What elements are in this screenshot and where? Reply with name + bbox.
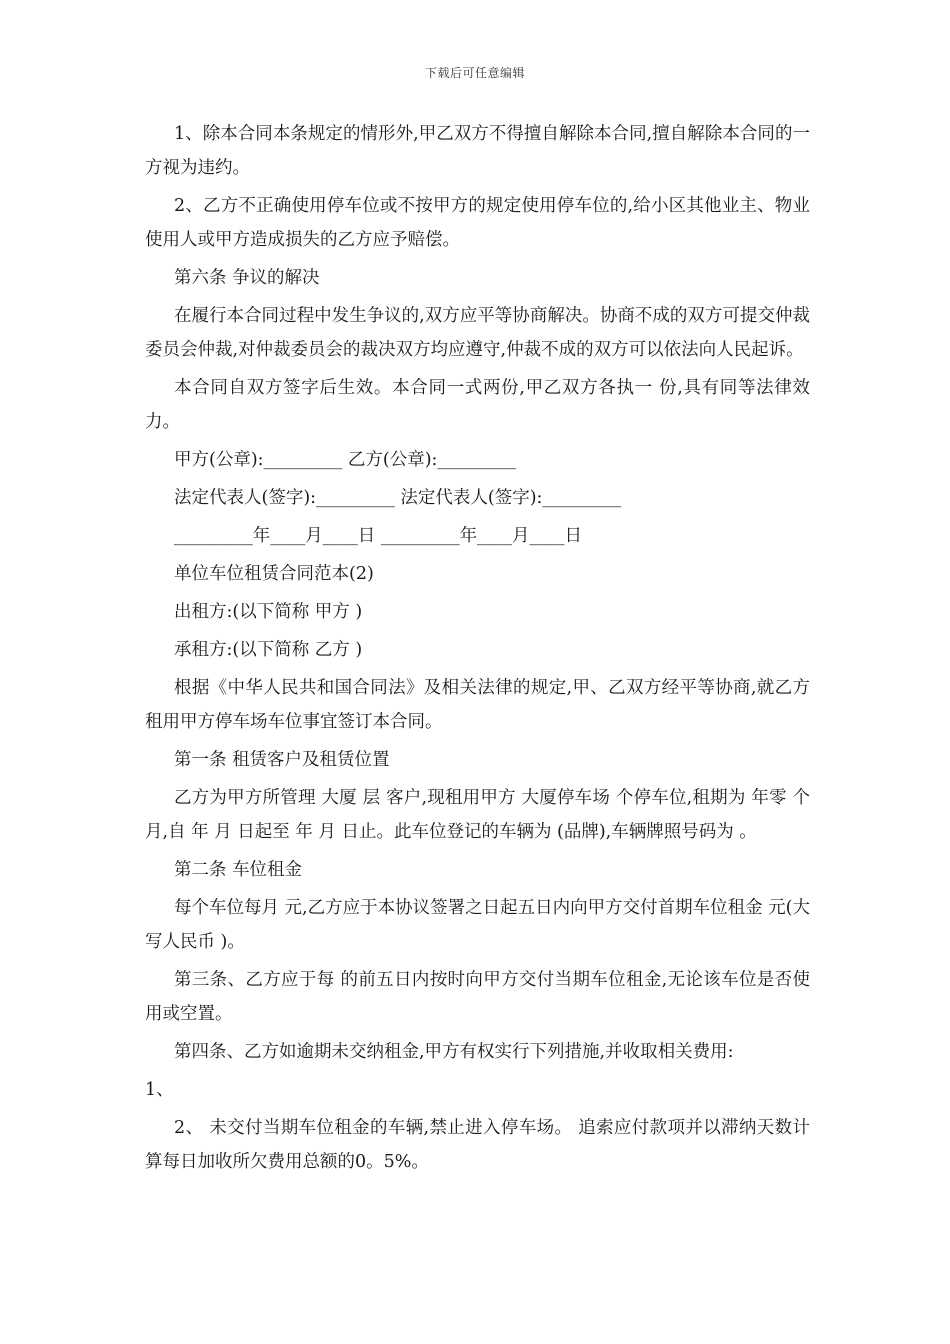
paragraph: 第六条 争议的解决 (174, 268, 320, 288)
paragraph: 承租方:(以下简称 乙方 ) (174, 640, 363, 660)
paragraph: 1、除本合同本条规定的情形外,甲乙双方不得擅自解除本合同,擅自解除本合同的一方视为违约。 (145, 124, 810, 178)
paragraph: 第四条、乙方如逾期未交纳租金,甲方有权实行下列措施,并收取相关费用: (174, 1042, 734, 1062)
paragraph: 法定代表人(签字):_________ 法定代表人(签字):_________ (174, 488, 622, 508)
paragraph: 单位车位租赁合同范本(2) (174, 564, 374, 584)
paragraph: 2、乙方不正确使用停车位或不按甲方的规定使用停车位的,给小区其他业主、物业使用人或甲方造成损失的乙方应予赔偿。 (145, 196, 810, 250)
paragraph: 第三条、乙方应于每 的前五日内按时向甲方交付当期车位租金,无论该车位是否使用或空置。 (145, 970, 810, 1024)
paragraph: 本合同自双方签字后生效。本合同一式两份,甲乙双方各执一 份,具有同等法律效力。 (145, 378, 810, 432)
paragraph: 甲方(公章):_________ 乙方(公章):_________ (174, 450, 517, 470)
paragraph: 1、 (145, 1080, 174, 1100)
paragraph: 每个车位每月 元,乙方应于本协议签署之日起五日内向甲方交付首期车位租金 元(大写人民币 )。 (145, 898, 811, 952)
paragraph: 出租方:(以下简称 甲方 ) (174, 602, 363, 622)
page-header: 下载后可任意编辑 (424, 66, 525, 80)
paragraph: 第二条 车位租金 (174, 860, 303, 880)
paragraph: 在履行本合同过程中发生争议的,双方应平等协商解决。协商不成的双方可提交仲裁委员会仲裁,对仲裁委员会的裁决双方均应遵守,仲裁不成的双方可以依法向人民起诉。 (145, 306, 810, 360)
paragraph: _________年____月____日 _________年____月____日 (174, 526, 583, 546)
paragraph: 第一条 租赁客户及租赁位置 (174, 750, 390, 770)
paragraph: 乙方为甲方所管理 大厦 层 客户,现租用甲方 大厦停车场 个停车位,租期为 年零 个月,自 年 月 日起至 年 月 日止。此车位登记的车辆为 (品牌),车辆牌照号码为 。 (145, 788, 810, 842)
paragraph: 根据《中华人民共和国合同法》及相关法律的规定,甲、乙双方经平等协商,就乙方租用甲方停车场车位事宜签订本合同。 (145, 678, 810, 732)
paragraph: 2、 未交付当期车位租金的车辆,禁止进入停车场。 追索应付款项并以滞纳天数计算每日加收所欠费用总额的0。5%。 (145, 1118, 810, 1172)
document-body (145, 117, 810, 1183)
